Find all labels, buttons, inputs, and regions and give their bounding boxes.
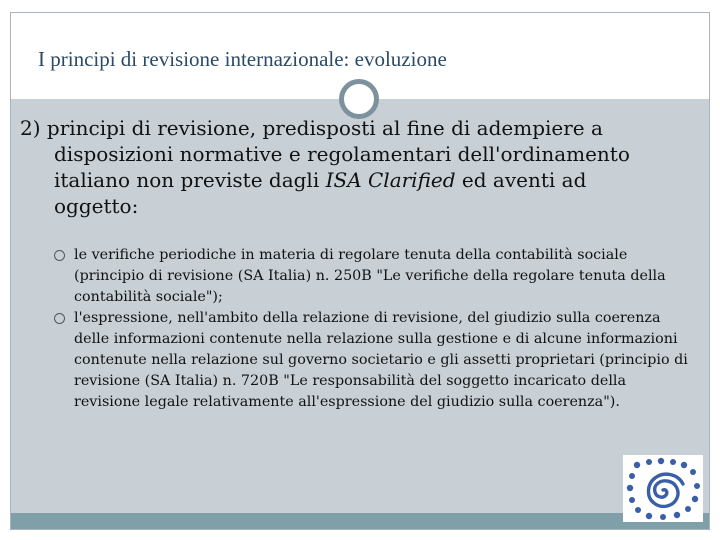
lead-paragraph: [20, 115, 660, 219]
circle-ornament-icon: [339, 79, 379, 119]
bullet-list: [54, 245, 694, 413]
bullet-text: le verifiche periodiche in materia di regolare tenuta della contabilità sociale (principio di revisione (SA Italia) n. 250B "Le verifiche della regolare tenuta della contabilità sociale");: [74, 247, 666, 305]
bullet-text: l'espressione, nell'ambito della relazione di revisione, del giudizio sulla coerenza delle informazioni contenute nella relazione sulla gestione e di alcune informazioni contenute nella relazione sul governo societario e gli assetti proprietari (principio di revisione (SA Italia) n. 720B "Le responsabilità del soggetto incaricato della revisione legale relativamente all'espressione del giudizio sulla coerenza").: [74, 310, 688, 410]
lead-text-emphasis: ISA Clarified: [325, 168, 456, 192]
list-item: [54, 245, 694, 308]
lead-text-suffix: ed aventi ad oggetto:: [54, 168, 587, 218]
list-item: [54, 308, 694, 413]
bottom-bar: [11, 513, 709, 529]
hollow-circle-bullet-icon: [54, 313, 65, 324]
hollow-circle-bullet-icon: [54, 250, 65, 261]
slide-title: I principi di revisione internazionale: evoluzione: [38, 47, 447, 71]
spiral-logo-icon: [623, 455, 703, 522]
lead-text-prefix: 2) principi di revisione, predisposti al fine di adempiere a disposizioni normative e regolamentari dell'ordinamento italiano non previste dagli: [20, 116, 630, 192]
